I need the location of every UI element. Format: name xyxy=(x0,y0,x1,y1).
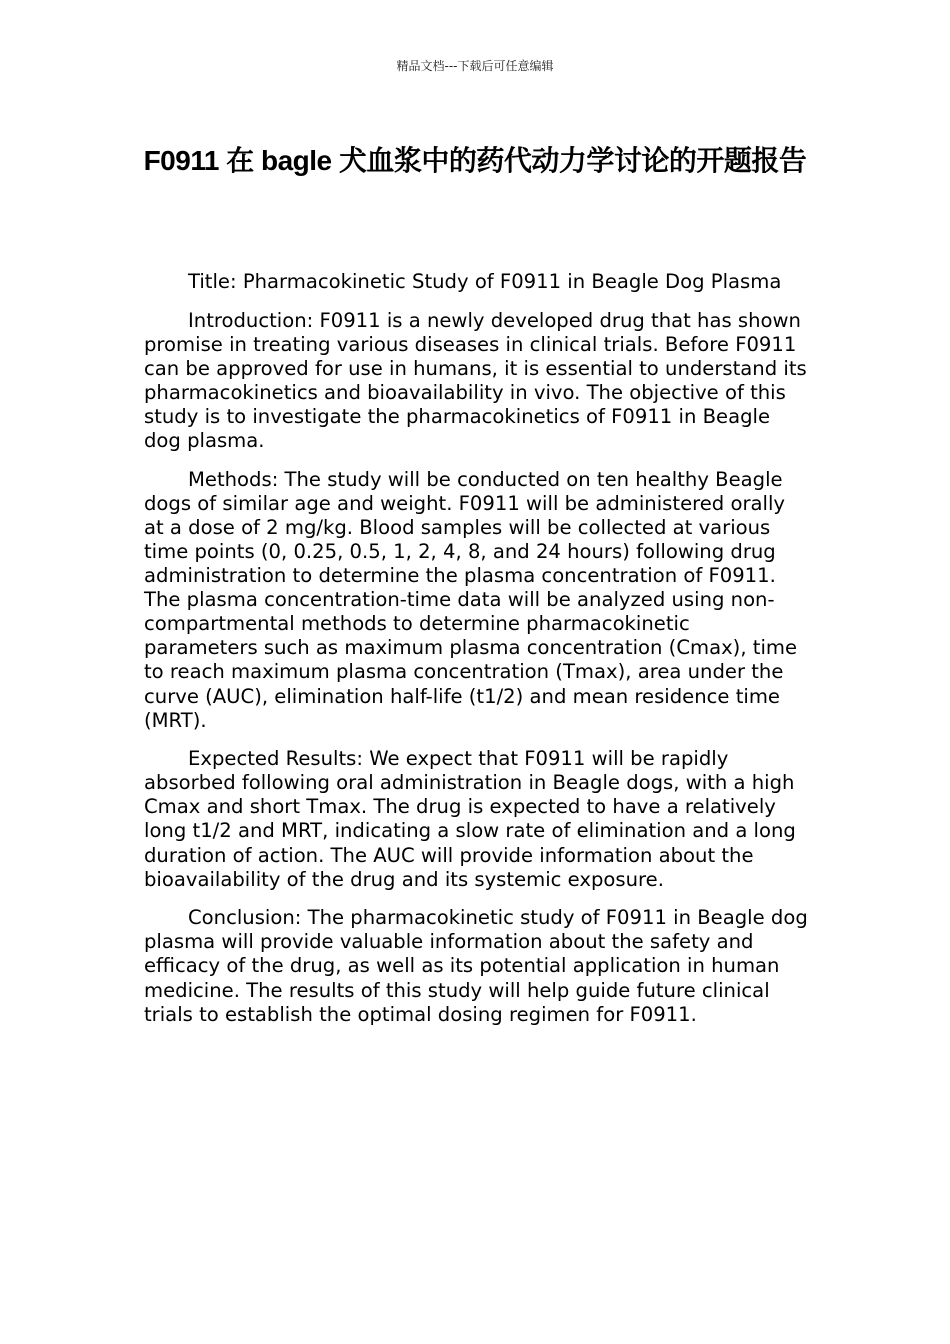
paragraph-expected-results: Expected Results: We expect that F0911 will be rapidly absorbed following oral administration in Beagle dogs, with a high Cmax and short Tmax. The drug is expected to have a relatively long t1/2 and MRT, indicating a slow rate of elimination and a long duration of action. The AUC will provide information about the bioavailability of the drug and its systemic exposure. xyxy=(144,747,796,891)
document-title: F0911 在 bagle 犬血浆中的药代动力学讨论的开题报告 xyxy=(143,145,807,176)
document-body xyxy=(144,270,808,1041)
paragraph-methods: Methods: The study will be conducted on ten healthy Beagle dogs of similar age and weight. F0911 will be administered orally at a dose of 2 mg/kg. Blood samples will be collected at various time points (0, 0.25, 0.5, 1, 2, 4, 8, and 24 hours) following drug administration to determine the plasma concentration of F0911. The plasma concentration-time data will be analyzed using non-compartmental methods to determine pharmacokinetic parameters such as maximum plasma concentration (Cmax), time to reach maximum plasma concentration (Tmax), area under the curve (AUC), elimination half-life (t1/2) and mean residence time (MRT). xyxy=(144,467,798,732)
page-header: 精品文档---下载后可任意编辑 xyxy=(396,59,554,73)
paragraph-conclusion: Conclusion: The pharmacokinetic study of F0911 in Beagle dog plasma will provide valuable information about the safety and efficacy of the drug, as well as its potential application in human medicine. The results of this study will help guide future clinical trials to establish the optimal dosing regimen for F0911. xyxy=(144,906,808,1026)
paragraph-title: Title: Pharmacokinetic Study of F0911 in Beagle Dog Plasma xyxy=(188,270,782,293)
paragraph-introduction: Introduction: F0911 is a newly developed drug that has shown promise in treating various diseases in clinical trials. Before F0911 can be approved for use in humans, it is essential to understand its pharmacokinetics and bioavailability in vivo. The objective of this study is to investigate the pharmacokinetics of F0911 in Beagle dog plasma. xyxy=(144,308,807,453)
